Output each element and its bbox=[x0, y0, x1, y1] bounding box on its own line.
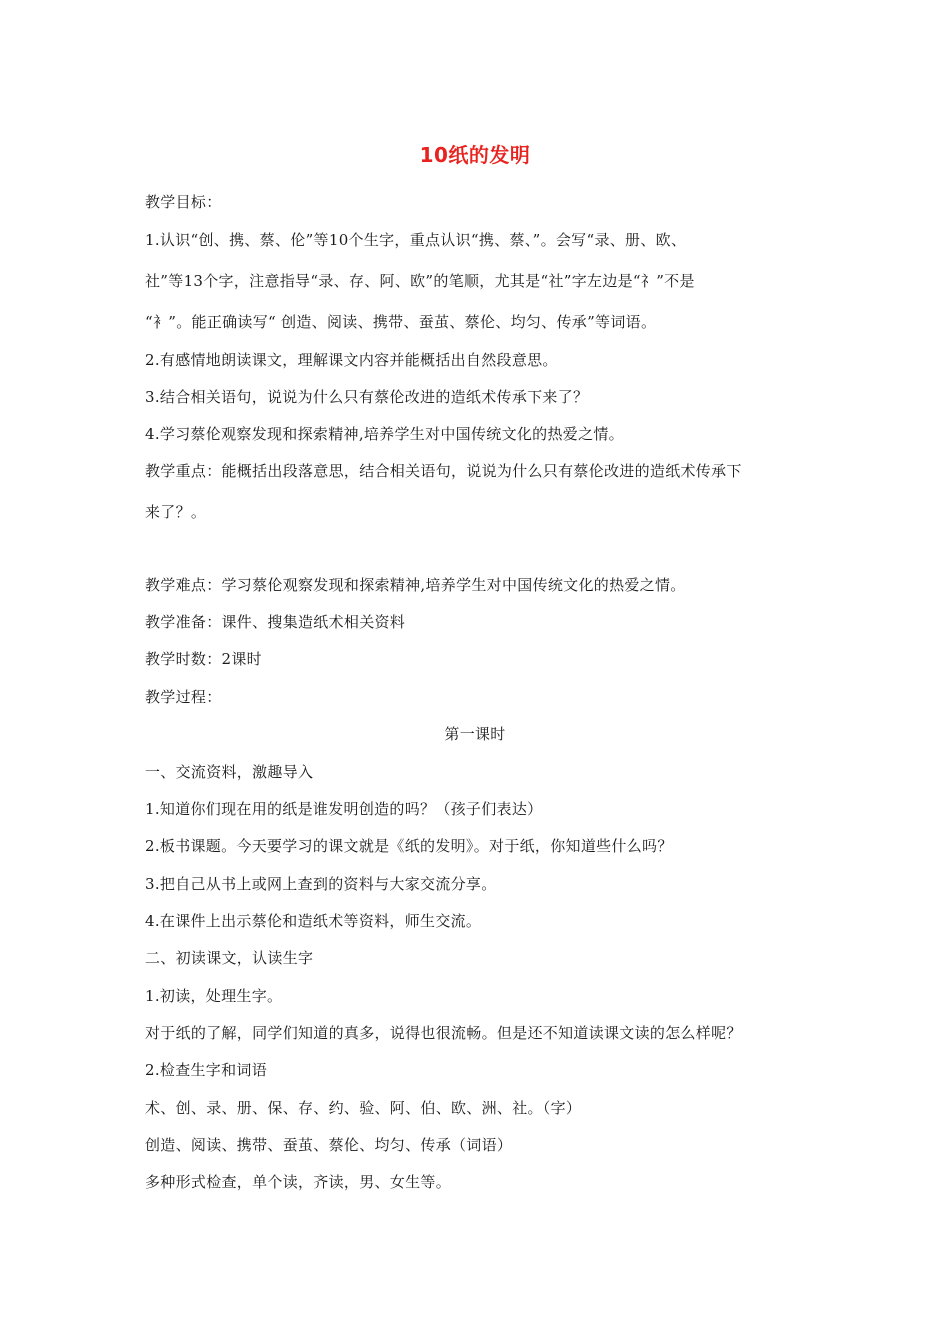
text-line: 3.把自己从书上或网上查到的资料与大家交流分享。 bbox=[145, 875, 497, 893]
text-line: 术、创、录、册、保、存、约、验、阿、伯、欧、洲、社。（字） bbox=[145, 1099, 582, 1117]
subsection-heading: 一、交流资料，激趣导入 bbox=[145, 763, 314, 781]
text-line: 2.有感情地朗读课文，理解课文内容并能概括出自然段意思。 bbox=[145, 351, 558, 369]
text-line: 多种形式检查，单个读，齐读，男、女生等。 bbox=[145, 1173, 452, 1191]
text-line: 4.在课件上出示蔡伦和造纸术等资料，师生交流。 bbox=[145, 912, 482, 930]
text-line: 2.检查生字和词语 bbox=[145, 1061, 268, 1079]
section-hours: 教学时数：2课时 bbox=[145, 650, 262, 668]
subsection-heading: 二、初读课文，认读生字 bbox=[145, 949, 314, 967]
document-title: 10纸的发明 bbox=[419, 143, 531, 167]
section-difficulties: 教学难点：学习蔡伦观察发现和探索精神,培养学生对中国传统文化的热爱之情。 bbox=[145, 576, 686, 594]
section-process: 教学过程： bbox=[145, 688, 222, 706]
text-line: “衤”。能正确读写“ 创造、阅读、携带、蚕茧、蔡伦、均匀、传承”等词语。 bbox=[145, 313, 657, 331]
lesson-heading: 第一课时 bbox=[444, 725, 506, 743]
text-line: 来了？。 bbox=[145, 503, 207, 521]
section-heading-objectives: 教学目标： bbox=[145, 193, 222, 211]
text-line: 1.初读，处理生字。 bbox=[145, 987, 283, 1005]
section-preparation: 教学准备：课件、搜集造纸术相关资料 bbox=[145, 613, 406, 631]
text-line: 对于纸的了解，同学们知道的真多，说得也很流畅。但是还不知道读课文读的怎么样呢？ bbox=[145, 1024, 742, 1042]
text-line: 1.知道你们现在用的纸是谁发明创造的吗？（孩子们表达） bbox=[145, 800, 543, 818]
text-line: 创造、阅读、携带、蚕茧、蔡伦、均匀、传承（词语） bbox=[145, 1136, 513, 1154]
text-line: 4.学习蔡伦观察发现和探索精神,培养学生对中国传统文化的热爱之情。 bbox=[145, 425, 624, 443]
text-line: 社”等13个字，注意指导“录、存、阿、欧”的笔顺，尤其是“社”字左边是“礻”不是 bbox=[145, 272, 695, 290]
text-line: 2.板书课题。今天要学习的课文就是《纸的发明》。对于纸，你知道些什么吗？ bbox=[145, 837, 673, 855]
text-line: 3.结合相关语句，说说为什么只有蔡伦改进的造纸术传承下来了？ bbox=[145, 388, 589, 406]
section-key-points: 教学重点：能概括出段落意思，结合相关语句，说说为什么只有蔡伦改进的造纸术传承下 bbox=[145, 462, 742, 480]
text-line: 1.认识“创、携、蔡、伦”等10个生字，重点认识“携、蔡、”。会写“录、册、欧、 bbox=[145, 231, 687, 249]
